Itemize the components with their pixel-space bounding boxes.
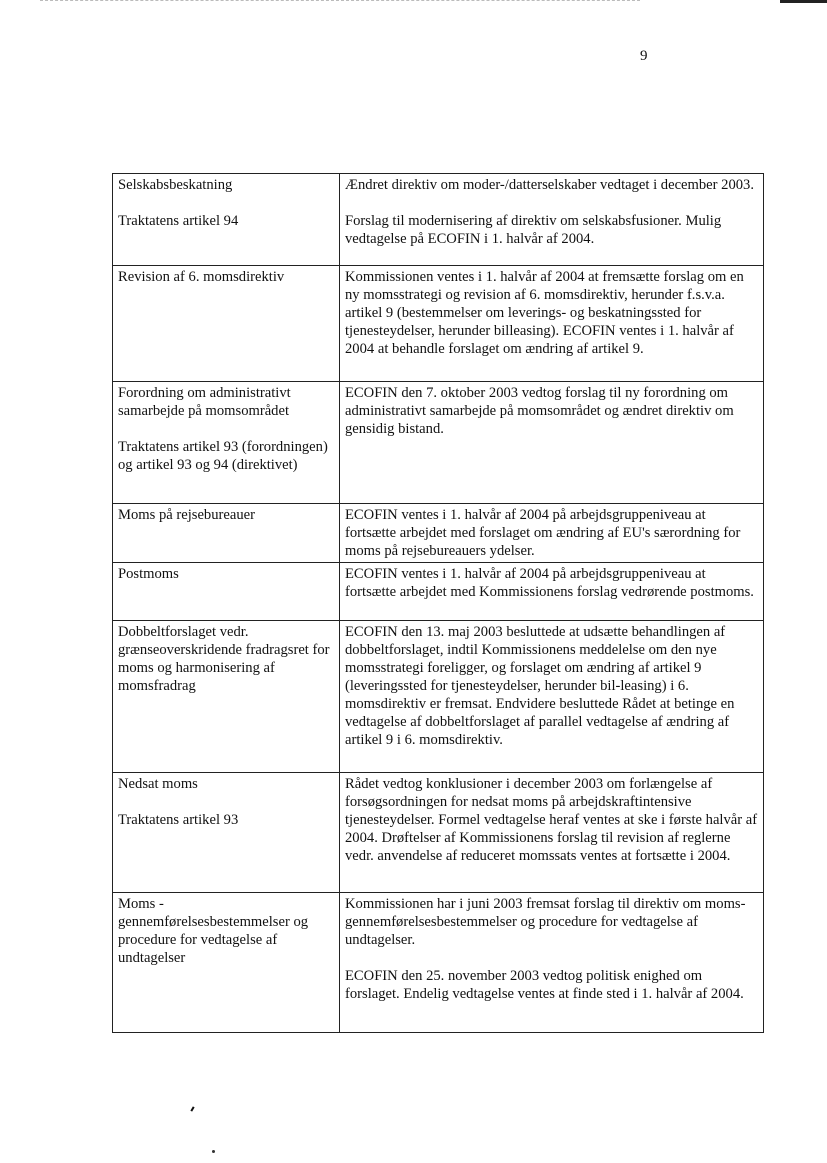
page-number: 9 — [640, 48, 648, 64]
status-text: Kommissionen ventes i 1. halvår af 2004 at fremsætte forslag om en ny momsstrategi og revision af 6. momsdirektiv, herunder f.s.v.a. artikel 9 (bestemmelser om leverings- og beskatningssted for tjenesteydelser, herunder billeasing). ECOFIN ventes i 1. halvår af 2004 at behandle forslaget om ændring af artikel 9. — [345, 269, 744, 357]
topic-title: Forordning om administrativt samarbejde på momsområdet — [118, 385, 291, 419]
topic-cell — [113, 893, 340, 1033]
legislation-table — [112, 173, 764, 1033]
status-text: Rådet vedtog konklusioner i december 2003 om forlængelse af forsøgsordningen for nedsat moms på arbejdskraftintensive tjenesteydelser. Formel vedtagelse heraf ventes at ske i første halvår af 2004. Drøftelser af Kommissionens forslag til revision af reglerne vedr. anvendelse af reduceret momssats ventes at fortsætte i 2004. — [345, 776, 758, 864]
status-cell — [340, 893, 764, 1033]
treaty-reference: Traktatens artikel 94 — [118, 213, 239, 229]
table-row — [113, 504, 764, 563]
scan-artifact-right — [780, 0, 827, 3]
status-cell — [340, 266, 764, 382]
topic-title: Revision af 6. momsdirektiv — [118, 269, 285, 285]
table-row — [113, 382, 764, 504]
status-text: Kommissionen har i juni 2003 fremsat forslag til direktiv om moms-gennemførelsesbestemmelser og procedure for vedtagelse af undtagelser. — [345, 896, 746, 948]
topic-cell — [113, 382, 340, 504]
scan-artifact-top — [40, 0, 640, 2]
topic-cell — [113, 266, 340, 382]
treaty-reference: Traktatens artikel 93 (forordningen) og artikel 93 og 94 (direktivet) — [118, 439, 328, 473]
table-row — [113, 174, 764, 266]
scan-artifact-dot — [212, 1150, 215, 1153]
status-text: Forslag til modernisering af direktiv om selskabsfusioner. Mulig vedtagelse på ECOFIN i 1. halvår af 2004. — [345, 213, 722, 247]
topic-cell — [113, 174, 340, 266]
table-row — [113, 621, 764, 773]
topic-cell — [113, 621, 340, 773]
topic-title: Nedsat moms — [118, 776, 198, 792]
table-row — [113, 563, 764, 621]
table-row — [113, 266, 764, 382]
topic-cell — [113, 773, 340, 893]
status-cell — [340, 504, 764, 563]
status-cell — [340, 621, 764, 773]
scan-artifact-mark — [190, 1106, 194, 1111]
status-text: ECOFIN den 25. november 2003 vedtog politisk enighed om forslaget. Endelig vedtagelse ventes at finde sted i 1. halvår af 2004. — [345, 968, 744, 1002]
status-text: ECOFIN den 13. maj 2003 besluttede at udsætte behandlingen af dobbeltforslaget, indtil Kommissionens meddelelse om den nye momsstrategi foreligger, og forslaget om ændring af artikel 9 (leveringssted for tjenesteydelser, herunder bil-leasing) i 6. momsdirektiv er fremsat. Endvidere besluttede Rådet at betinge en vedtagelse af dobbeltforslaget af parallel vedtagelse af ændring af artikel 9 i 6. momsdirektiv. — [345, 624, 735, 748]
status-cell — [340, 174, 764, 266]
status-cell — [340, 563, 764, 621]
topic-cell — [113, 504, 340, 563]
topic-title: Moms på rejsebureauer — [118, 507, 255, 523]
status-text: Ændret direktiv om moder-/datterselskaber vedtaget i december 2003. — [345, 177, 755, 193]
topic-title: Postmoms — [118, 566, 179, 582]
status-cell — [340, 382, 764, 504]
treaty-reference: Traktatens artikel 93 — [118, 812, 239, 828]
topic-title: Dobbeltforslaget vedr. grænseoverskridende fradragsret for moms og harmonisering af momsfradrag — [118, 624, 330, 694]
status-text: ECOFIN ventes i 1. halvår af 2004 på arbejdsgruppeniveau at fortsætte arbejdet med forslaget om ændring af EU's særordning for moms på rejsebureauers ydelser. — [345, 507, 741, 559]
topic-title: Selskabsbeskatning — [118, 177, 233, 193]
table-row — [113, 773, 764, 893]
status-cell — [340, 773, 764, 893]
status-text: ECOFIN den 7. oktober 2003 vedtog forslag til ny forordning om administrativt samarbejde på momsområdet og ændret direktiv om gensidig bistand. — [345, 385, 734, 437]
topic-cell — [113, 563, 340, 621]
table-row — [113, 893, 764, 1033]
status-text: ECOFIN ventes i 1. halvår af 2004 på arbejdsgruppeniveau at fortsætte arbejdet med Kommissionens forslag vedrørende postmoms. — [345, 566, 754, 600]
topic-title: Moms - gennemførelsesbestemmelser og procedure for vedtagelse af undtagelser — [118, 896, 309, 966]
